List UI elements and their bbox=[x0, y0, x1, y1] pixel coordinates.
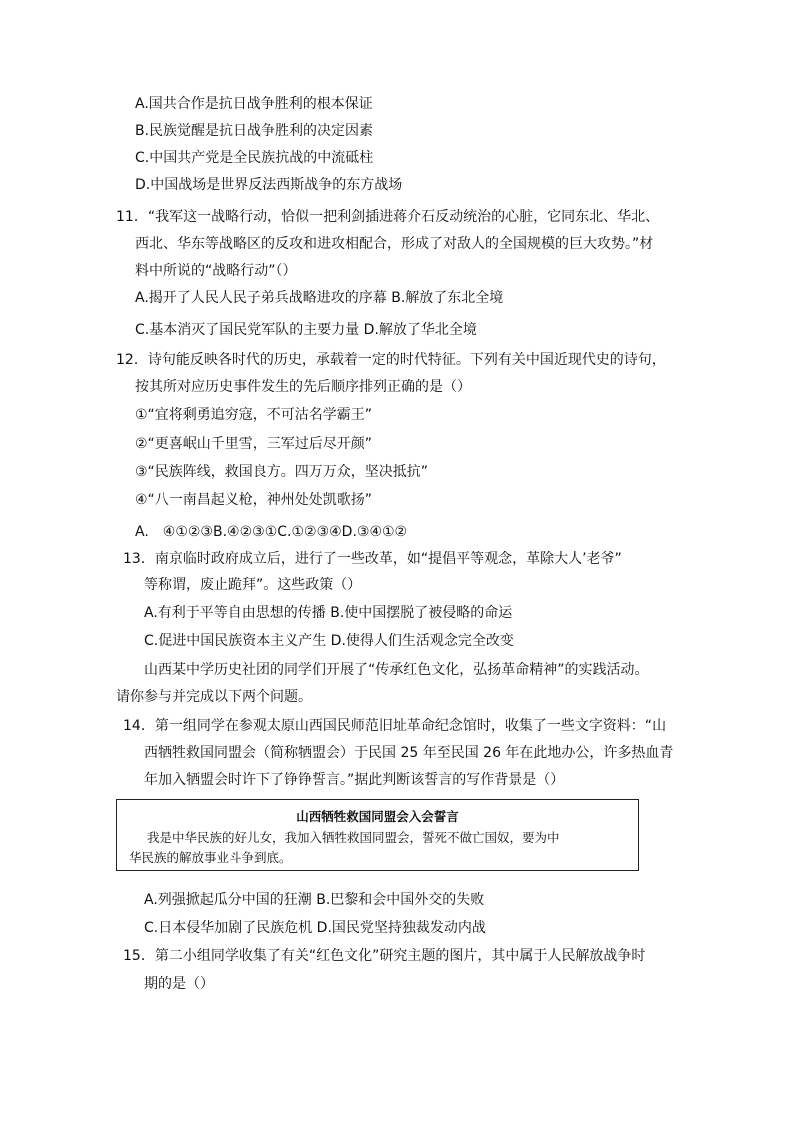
q12-item-2: ②“更喜岷山千里雪，三军过后尽开颜” bbox=[135, 436, 373, 452]
q12-item-4: ④“八一南昌起义枪，神州处处凯歌扬” bbox=[135, 492, 373, 508]
q11-line-2: 西北、华东等战略区的反攻和进攻相配合，形成了对敌人的全国规模的巨大攻势。”材 bbox=[135, 236, 654, 252]
q13-options-ab: A.有利于平等自由思想的传播 B.使中国摆脱了被侵略的命运 bbox=[144, 605, 513, 621]
q12-item-1: ①“宜将剩勇追穷寇，不可沽名学霸王” bbox=[135, 407, 373, 423]
q10-option-d: D.中国战场是世界反法西斯战争的东方战场 bbox=[135, 177, 403, 193]
intro-line-2: 请你参与并完成以下两个问题。 bbox=[116, 689, 312, 705]
q13-line-2: 等称谓，废止跪拜”。这些政策（） bbox=[144, 577, 362, 593]
intro-line-1: 山西某中学历史社团的同学们开展了“传承红色文化，弘扬革命精神”的实践活动。 bbox=[144, 662, 649, 678]
oath-line-2: 华民族的解放事业斗争到底。 bbox=[129, 850, 292, 865]
q10-option-b: B.民族觉醒是抗日战争胜利的决定因素 bbox=[135, 123, 374, 139]
oath-title: 山西牺牲救国同盟会入会誓言 bbox=[296, 809, 459, 824]
q14-options-cd: C.日本侵华加剧了民族危机 D.国民党坚持独裁发动内战 bbox=[144, 920, 486, 936]
q10-option-c: C.中国共产党是全民族抗战的中流砥柱 bbox=[135, 150, 374, 166]
q10-option-a: A.国共合作是抗日战争胜利的根本保证 bbox=[135, 96, 373, 112]
q12-line-1: 12．诗句能反映各时代的历史，承载着一定的时代特征。下列有关中国近现代史的诗句， bbox=[116, 352, 666, 368]
q11-options-cd: C.基本消灭了国民党军队的主要力量 D.解放了华北全境 bbox=[135, 322, 477, 338]
q11-options-ab: A.揭开了人民人民子弟兵战略进攻的序幕 B.解放了东北全境 bbox=[135, 290, 504, 306]
q14-line-2: 西牺牲救国同盟会（简称牺盟会）于民国 25 年至民国 26 年在此地办公，许多热血青 bbox=[144, 745, 674, 761]
oath-box bbox=[116, 799, 639, 871]
q12-options: A. ④①②③B.④②③①C.①②③④D.③④①② bbox=[135, 524, 408, 540]
q13-line-1: 13．南京临时政府成立后，进行了一些改革，如“提倡平等观念，革除大人’老爷” bbox=[123, 551, 622, 567]
q14-line-1: 14．第一组同学在参观太原山西国民师范旧址革命纪念馆时，收集了一些文字资料：“山 bbox=[123, 718, 667, 734]
q14-options-ab: A.列强掀起瓜分中国的狂潮 B.巴黎和会中国外交的失败 bbox=[144, 892, 485, 908]
q11-line-3: 料中所说的“战略行动”（） bbox=[135, 263, 297, 279]
q12-line-2: 按其所对应历史事件发生的先后顺序排列正确的是（） bbox=[135, 379, 471, 395]
q12-item-3: ③“民族阵线，救国良方。四万万众，坚决抵抗” bbox=[135, 464, 429, 480]
q13-options-cd: C.促进中国民族资本主义产生 D.使得人们生活观念完全改变 bbox=[144, 633, 514, 649]
oath-line-1: 我是中华民族的好儿女，我加入牺牲救国同盟会，誓死不做亡国奴，要为中 bbox=[147, 830, 560, 845]
q15-line-2: 期的是（） bbox=[144, 976, 214, 992]
q15-line-1: 15．第二小组同学收集了有关“红色文化”研究主题的图片，其中属于人民解放战争时 bbox=[123, 948, 646, 964]
q11-line-1: 11．“我军这一战略行动，恰似一把利剑插进蒋介石反动统治的心脏，它同东北、华北、 bbox=[116, 209, 660, 225]
q14-line-3: 年加入牺盟会时许下了铮铮誓言。”据此判断该誓言的写作背景是（） bbox=[144, 772, 565, 788]
